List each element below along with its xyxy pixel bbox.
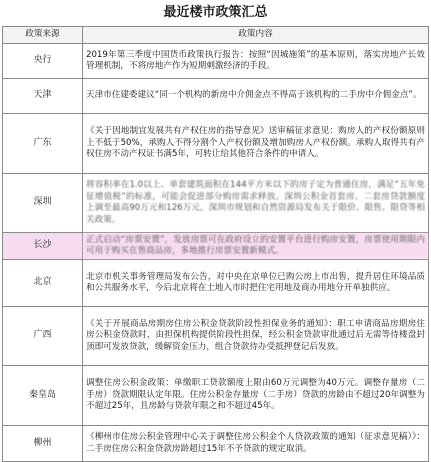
row-source: 央行 (3, 44, 83, 79)
row-source: 广西 (3, 307, 83, 366)
row-source: 深圳 (3, 174, 83, 233)
row-content: 2019年第三季度中国货币政策执行报告：按照“因城施策”的基本原则，落实房地产长效管理机制，不将房地产作为短期刺激经济的手段。 (83, 44, 429, 79)
table-row (3, 79, 429, 114)
table-row (3, 307, 429, 366)
row-source: 长沙 (3, 233, 83, 260)
row-source: 北京 (3, 260, 83, 307)
row-content: 《柳州市住房公积金管理中心关于调整住房公积金个人贷款政策的通知（征求意见稿）》：二手房住房公积金贷款房龄超过15年不予贷款的规定取消。 (83, 426, 429, 462)
row-content: 《关于因地制宜发展共有产权住房的指导意见》送审稿征求意见：购房人的产权份额原则上不低于50%，承购人不得分割个人产权份额及增加购房人产权份额。承购人取得共有产权住房不动产权证书满5年，可转让给其他符合条件的申请人。 (83, 114, 429, 174)
document-title: 最近楼市政策汇总 (0, 0, 431, 26)
header-source: 政策来源 (3, 27, 83, 44)
policy-table (2, 26, 429, 462)
row-content: 北京市机关事务管理局发布公告，对中央在京单位已购公房上市出售，提升居住环境品质和公共服务水平，今后北京将在土地入市时把住宅用地及商办用地分开单独供应。 (83, 260, 429, 307)
table-row (3, 233, 429, 260)
table-row (3, 174, 429, 233)
row-source: 柳州 (3, 426, 83, 462)
table-row (3, 426, 429, 462)
row-content: 正式启动“房票安置”，发放房票可在政府设立的安置平台进行购房安置，房票使用期限内可用于购买在售商品房，多地推行房票安置新模式。 (83, 233, 429, 260)
row-source: 秦皇岛 (3, 366, 83, 426)
row-source: 天津 (3, 79, 83, 114)
table-row (3, 366, 429, 426)
row-source: 广东 (3, 114, 83, 174)
row-content: 调整住房公积金政策：单缴职工贷款额度上限由60万元调整为40万元。调整存量房（二手房）贷款期限认定年限。住房公积金存量房（二手房）贷款的房龄由不超过20年调整为不超过25年，且房龄与贷款年限之和不超过45年。 (83, 366, 429, 426)
row-content: 将容积率在1.0以上、单套建筑面积在144平方米以下的房子定为普通住房，满足“五年免征增值税”的标准，可能会促进部分购房需求释放。深圳公积金首套房、二套房贷款额度上调至最高90万元和126万元。深圳市规划和自然资源局发布关于限价、限售、限贷等相关政策。 (83, 174, 429, 233)
table-row (3, 260, 429, 307)
row-content: 天津市住建委建议“同一个机构的新房中介佣金点不得高于该机构的二手房中介佣金点”。 (83, 79, 429, 114)
table-row (3, 114, 429, 174)
table-header-row (3, 27, 429, 44)
row-content: 《关于开展商品房期房住房公积金贷款阶段性担保业务的通知》：职工申请商品房期房住房公积金贷款时，由担保机构提供阶段性担保，经公积金贷款审批通过后无需等待楼盘封顶即可发放贷款，缓解资金压力，组合贷款待办受抵押登记后发放。 (83, 307, 429, 366)
header-content: 政策内容 (83, 27, 429, 44)
table-row (3, 44, 429, 79)
